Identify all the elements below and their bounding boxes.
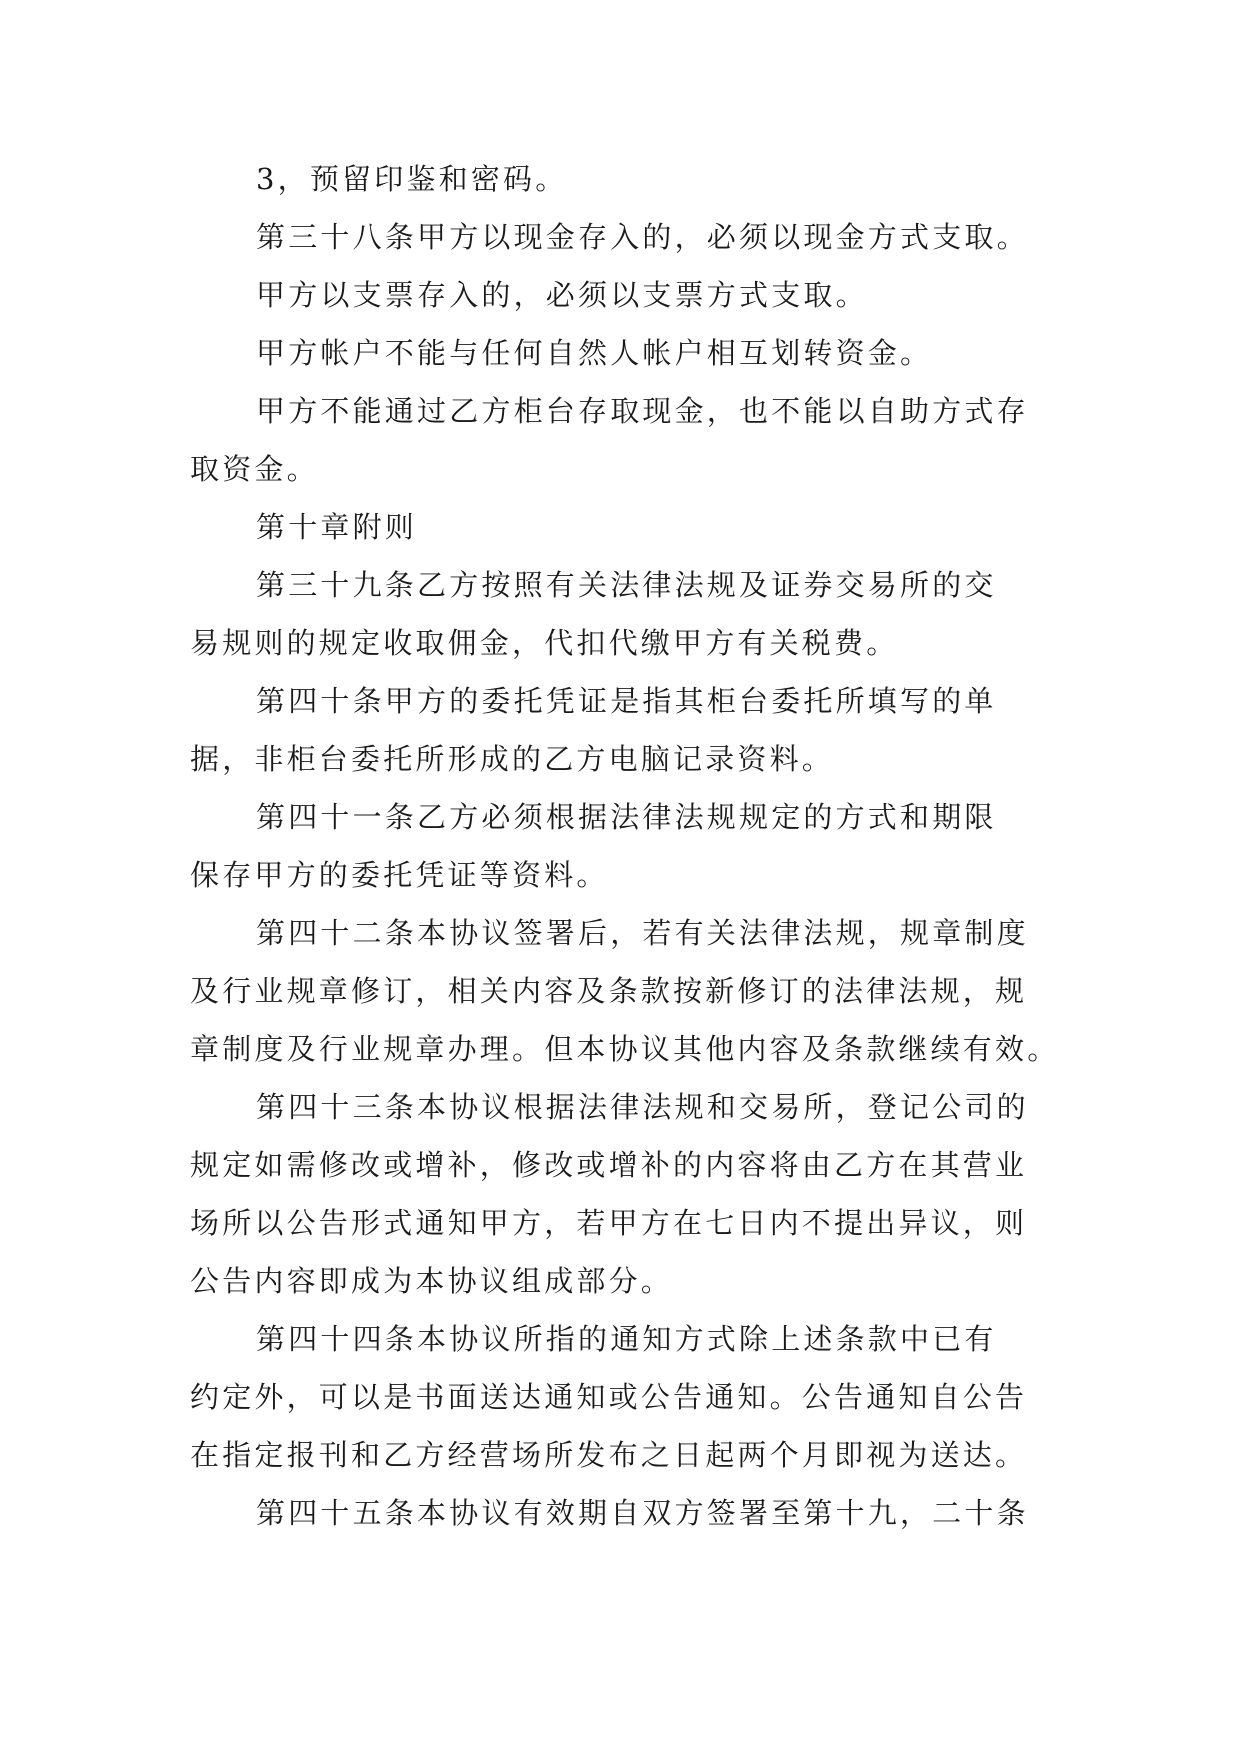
- text-line: 公告内容即成为本协议组成部分。: [190, 1264, 674, 1298]
- text-line: 在指定报刊和乙方经营场所发布之日起两个月即视为送达。: [190, 1438, 1028, 1472]
- text-line: 第四十条甲方的委托凭证是指其柜台委托所填写的单: [256, 684, 997, 718]
- text-line: 保存甲方的委托凭证等资料。: [190, 858, 609, 892]
- text-line: 及行业规章修订，相关内容及条款按新修订的法律法规，规: [190, 974, 1028, 1008]
- chapter-heading: 第十章附则: [256, 510, 418, 544]
- text-line: 3，预留印鉴和密码。: [256, 162, 568, 196]
- text-line: 规定如需修改或增补，修改或增补的内容将由乙方在其营业: [190, 1148, 1028, 1182]
- text-line: 章制度及行业规章办理。但本协议其他内容及条款继续有效。: [190, 1032, 1060, 1066]
- text-line: 第四十四条本协议所指的通知方式除上述条款中已有: [256, 1322, 997, 1356]
- text-line: 场所以公告形式通知甲方，若甲方在七日内不提出异议，则: [190, 1206, 1028, 1240]
- text-line: 第三十八条甲方以现金存入的，必须以现金方式支取。: [256, 220, 1029, 254]
- text-line: 易规则的规定收取佣金，代扣代缴甲方有关税费。: [190, 626, 899, 660]
- text-line: 甲方以支票存入的，必须以支票方式支取。: [256, 278, 868, 312]
- text-line: 第四十一条乙方必须根据法律法规规定的方式和期限: [256, 800, 997, 834]
- text-line: 取资金。: [190, 452, 319, 486]
- text-line: 第四十五条本协议有效期自双方签署至第十九，二十条: [256, 1496, 1029, 1530]
- text-line: 甲方帐户不能与任何自然人帐户相互划转资金。: [256, 336, 933, 370]
- text-line: 约定外，可以是书面送达通知或公告通知。公告通知自公告: [190, 1380, 1028, 1414]
- text-line: 据，非柜台委托所形成的乙方电脑记录资料。: [190, 742, 835, 776]
- text-line: 第四十二条本协议签署后，若有关法律法规，规章制度: [256, 916, 1029, 950]
- text-line: 第三十九条乙方按照有关法律法规及证券交易所的交: [256, 568, 997, 602]
- document-body: [190, 150, 1070, 1542]
- text-line: 甲方不能通过乙方柜台存取现金，也不能以自助方式存: [256, 394, 1029, 428]
- text-line: 第四十三条本协议根据法律法规和交易所，登记公司的: [256, 1090, 1029, 1124]
